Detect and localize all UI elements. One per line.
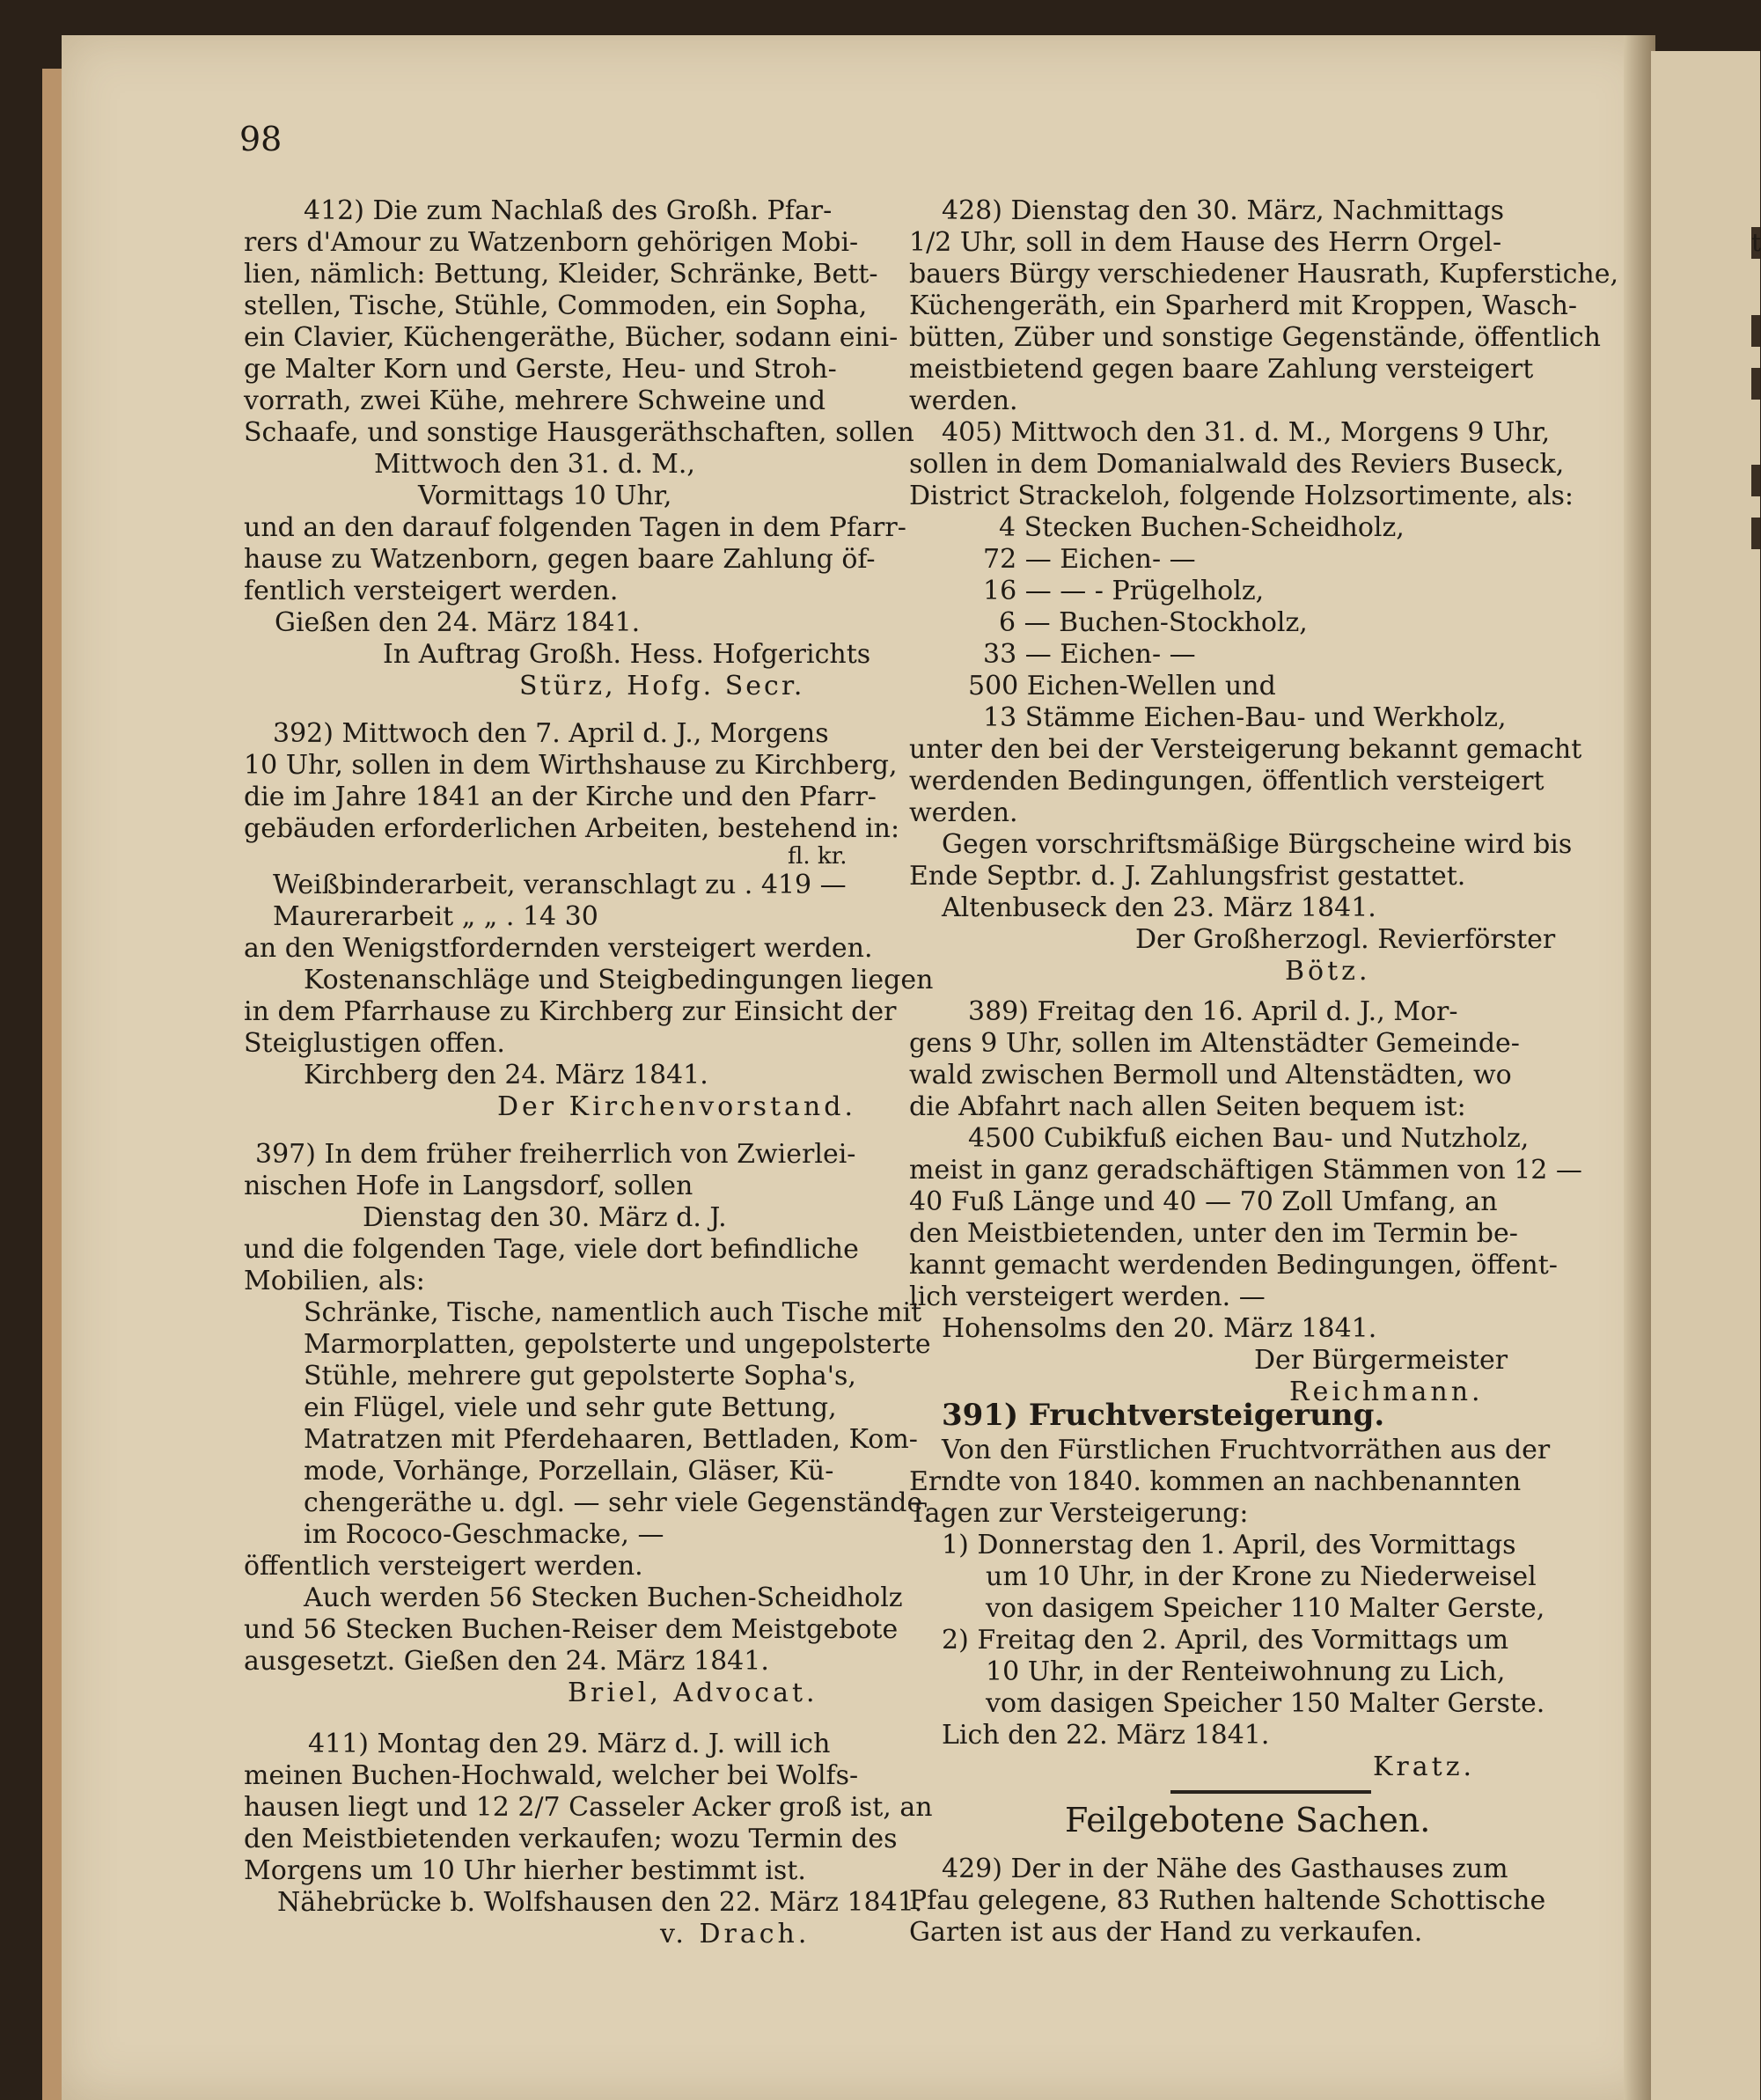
text-line: Morgens um 10 Uhr hierher bestimmt ist.	[244, 1855, 806, 1886]
text-line: Matratzen mit Pferdehaaren, Bettladen, Kom-	[304, 1424, 918, 1455]
text-line: kannt gemacht werdenden Bedingungen, öffent-	[909, 1250, 1558, 1281]
text-line: 2) Freitag den 2. April, des Vormittags um	[942, 1625, 1509, 1656]
text-line: und die folgenden Tage, viele dort befindliche	[244, 1234, 859, 1265]
text-line: werden.	[909, 797, 1018, 828]
text-line: Steiglustigen offen.	[244, 1028, 505, 1059]
text-line: 429) Der in der Nähe des Gasthauses zum	[942, 1854, 1508, 1884]
text-line: Kratz.	[1373, 1751, 1476, 1782]
text-line: Pfau gelegene, 83 Ruthen haltende Schottische	[909, 1885, 1546, 1916]
text-line: um 10 Uhr, in der Krone zu Niederweisel	[986, 1561, 1537, 1592]
text-line: vom dasigen Speicher 150 Malter Gerste.	[986, 1688, 1545, 1719]
text-line: Vormittags 10 Uhr,	[418, 481, 672, 511]
text-line: gens 9 Uhr, sollen im Altenstädter Gemeinde-	[909, 1028, 1520, 1059]
text-line: an den Wenigstfordernden versteigert werden.	[244, 933, 873, 964]
text-line: Schaafe, und sonstige Hausgeräthschaften, sollen	[244, 417, 914, 448]
facing-page-letter: t	[1751, 228, 1761, 257]
section-heading: Feilgebotene Sachen.	[1065, 1801, 1431, 1839]
text-line: Schränke, Tische, namentlich auch Tische mit	[304, 1297, 922, 1328]
text-line: hausen liegt und 12 2/7 Casseler Acker groß ist, an	[244, 1792, 933, 1823]
text-line: stellen, Tische, Stühle, Commoden, ein Sopha,	[244, 290, 868, 321]
text-line: mode, Vorhänge, Porzellain, Gläser, Kü-	[304, 1456, 834, 1487]
text-line: Mittwoch den 31. d. M.,	[374, 449, 695, 480]
text-line: Kirchberg den 24. März 1841.	[304, 1060, 708, 1090]
text-line: 392) Mittwoch den 7. April d. J., Morgens	[273, 718, 829, 749]
text-line: Dienstag den 30. März d. J.	[363, 1202, 727, 1233]
text-line: Ende Septbr. d. J. Zahlungsfrist gestattet.	[909, 861, 1466, 892]
text-line: chengeräthe u. dgl. — sehr viele Gegenstände	[304, 1487, 923, 1518]
text-line: Weißbinderarbeit, veranschlagt zu . 419 —	[273, 870, 847, 900]
text-line: Marmorplatten, gepolsterte und ungepolsterte	[304, 1329, 931, 1360]
text-line: Küchengeräth, ein Sparherd mit Kroppen, Wasch-	[909, 290, 1578, 321]
text-line: den Meistbietenden verkaufen; wozu Termin des	[244, 1824, 898, 1854]
text-line: bütten, Züber und sonstige Gegenstände, öffentlich	[909, 322, 1601, 353]
page-number: 98	[239, 120, 282, 158]
text-line: 1/2 Uhr, soll in dem Hause des Herrn Orgel-	[909, 227, 1502, 258]
text-line: von dasigem Speicher 110 Malter Gerste,	[986, 1593, 1545, 1624]
text-line: 1) Donnerstag den 1. April, des Vormittags	[942, 1530, 1516, 1560]
text-line: 500 Eichen-Wellen und	[968, 671, 1276, 701]
section-divider	[1170, 1790, 1371, 1794]
text-line: lien, nämlich: Bettung, Kleider, Schränke, Bett-	[244, 259, 878, 290]
text-line: den Meistbietenden, unter den im Termin be-	[909, 1218, 1518, 1249]
text-line: Tagen zur Versteigerung:	[909, 1498, 1249, 1529]
text-line: ge Malter Korn und Gerste, Heu- und Stroh-	[244, 354, 837, 385]
text-line: In Auftrag Großh. Hess. Hofgerichts	[383, 639, 871, 670]
text-line: Lich den 22. März 1841.	[942, 1720, 1270, 1751]
text-line: 72 — Eichen- —	[983, 544, 1196, 575]
text-line: Stühle, mehrere gut gepolsterte Sopha's,	[304, 1361, 856, 1391]
text-line: werdenden Bedingungen, öffentlich versteigert	[909, 766, 1545, 797]
section-heading: 391) Fruchtversteigerung.	[942, 1398, 1385, 1433]
text-line: 6 — Buchen-Stockholz,	[999, 607, 1308, 638]
text-line: Kostenanschläge und Steigbedingungen liegen	[304, 965, 934, 995]
text-line: Briel, Advocat.	[568, 1678, 818, 1708]
text-line: die im Jahre 1841 an der Kirche und den Pfarr-	[244, 782, 877, 812]
text-line: nischen Hofe in Langsdorf, sollen	[244, 1171, 693, 1201]
text-line: 16 — — - Prügelholz,	[983, 576, 1265, 606]
text-line: Garten ist aus der Hand zu verkaufen.	[909, 1917, 1423, 1948]
text-line: 397) In dem früher freiherrlich von Zwierlei-	[255, 1139, 856, 1170]
text-line: werden.	[909, 385, 1018, 416]
text-line: rers d'Amour zu Watzenborn gehörigen Mobi-	[244, 227, 859, 258]
text-line: Der Kirchenvorstand.	[497, 1091, 856, 1122]
text-line: die Abfahrt nach allen Seiten bequem ist:	[909, 1091, 1466, 1122]
text-line: fentlich versteigert werden.	[244, 576, 619, 606]
text-line: Stürz, Hofg. Secr.	[519, 671, 805, 701]
text-line: Von den Fürstlichen Fruchtvorräthen aus der	[942, 1435, 1551, 1465]
text-line: meinen Buchen-Hochwald, welcher bei Wolfs-	[244, 1760, 859, 1791]
text-line: und an den darauf folgenden Tagen in dem Pfarr-	[244, 512, 906, 543]
text-line: Erndte von 1840. kommen an nachbenannten	[909, 1466, 1522, 1497]
text-line: öffentlich versteigert werden.	[244, 1551, 643, 1582]
text-line: ein Flügel, viele und sehr gute Bettung,	[304, 1392, 837, 1423]
text-line: im Rococo-Geschmacke, —	[304, 1519, 664, 1550]
text-line: 411) Montag den 29. März d. J. will ich	[308, 1729, 831, 1759]
text-line: 389) Freitag den 16. April d. J., Mor-	[968, 996, 1458, 1027]
text-line: hause zu Watzenborn, gegen baare Zahlung öf-	[244, 544, 876, 575]
text-line: bauers Bürgy verschiedener Hausrath, Kupferstiche,	[909, 259, 1619, 290]
text-line: District Strackeloh, folgende Holzsortimente, als:	[909, 481, 1574, 511]
text-line: Maurerarbeit „ „ . 14 30	[273, 901, 598, 932]
text-line: 428) Dienstag den 30. März, Nachmittags	[942, 195, 1505, 226]
text-line: Hohensolms den 20. März 1841.	[942, 1313, 1377, 1344]
text-line: 412) Die zum Nachlaß des Großh. Pfar-	[304, 195, 833, 226]
text-line: Altenbuseck den 23. März 1841.	[942, 892, 1376, 923]
text-line: in dem Pfarrhause zu Kirchberg zur Einsicht der	[244, 996, 897, 1027]
text-line: meist in ganz geradschäftigen Stämmen von 12 —	[909, 1155, 1582, 1186]
text-line: wald zwischen Bermoll und Altenstädten, wo	[909, 1060, 1512, 1090]
text-line: unter den bei der Versteigerung bekannt gemacht	[909, 734, 1582, 765]
text-line: Auch werden 56 Stecken Buchen-Scheidholz	[304, 1582, 903, 1613]
text-line: fl. kr.	[788, 843, 847, 870]
text-line: Reichmann.	[1289, 1377, 1484, 1407]
text-line: Mobilien, als:	[244, 1266, 425, 1296]
text-line: 40 Fuß Länge und 40 — 70 Zoll Umfang, an	[909, 1186, 1498, 1217]
text-line: 4500 Cubikfuß eichen Bau- und Nutzholz,	[968, 1123, 1530, 1154]
text-line: 405) Mittwoch den 31. d. M., Morgens 9 Uhr,	[942, 417, 1551, 448]
text-line: Bötz.	[1285, 956, 1371, 987]
text-line: Gießen den 24. März 1841.	[275, 607, 641, 638]
text-line: 10 Uhr, in der Renteiwohnung zu Lich,	[986, 1656, 1506, 1687]
text-line: ein Clavier, Küchengeräthe, Bücher, sodann eini-	[244, 322, 899, 353]
text-line: Nähebrücke b. Wolfshausen den 22. März 1841.	[277, 1887, 923, 1918]
text-line: sollen in dem Domanialwald des Reviers Buseck,	[909, 449, 1565, 480]
text-line: 10 Uhr, sollen in dem Wirthshause zu Kirchberg,	[244, 750, 898, 781]
text-line: vorrath, zwei Kühe, mehrere Schweine und	[244, 385, 826, 416]
text-line: 4 Stecken Buchen-Scheidholz,	[999, 512, 1405, 543]
text-line: lich versteigert werden. —	[909, 1281, 1266, 1312]
text-line: 33 — Eichen- —	[983, 639, 1196, 670]
text-line: Der Bürgermeister	[1254, 1345, 1508, 1376]
text-line: Der Großherzogl. Revierförster	[1135, 924, 1556, 955]
text-line: gebäuden erforderlichen Arbeiten, bestehend in:	[244, 813, 900, 844]
text-line: 13 Stämme Eichen-Bau- und Werkholz,	[983, 702, 1507, 733]
text-line: Gegen vorschriftsmäßige Bürgscheine wird bis	[942, 829, 1573, 860]
text-line: ausgesetzt. Gießen den 24. März 1841.	[244, 1646, 769, 1677]
text-line: v. Drach.	[660, 1919, 811, 1949]
text-line: und 56 Stecken Buchen-Reiser dem Meistgebote	[244, 1614, 899, 1645]
text-line: meistbietend gegen baare Zahlung versteigert	[909, 354, 1534, 385]
